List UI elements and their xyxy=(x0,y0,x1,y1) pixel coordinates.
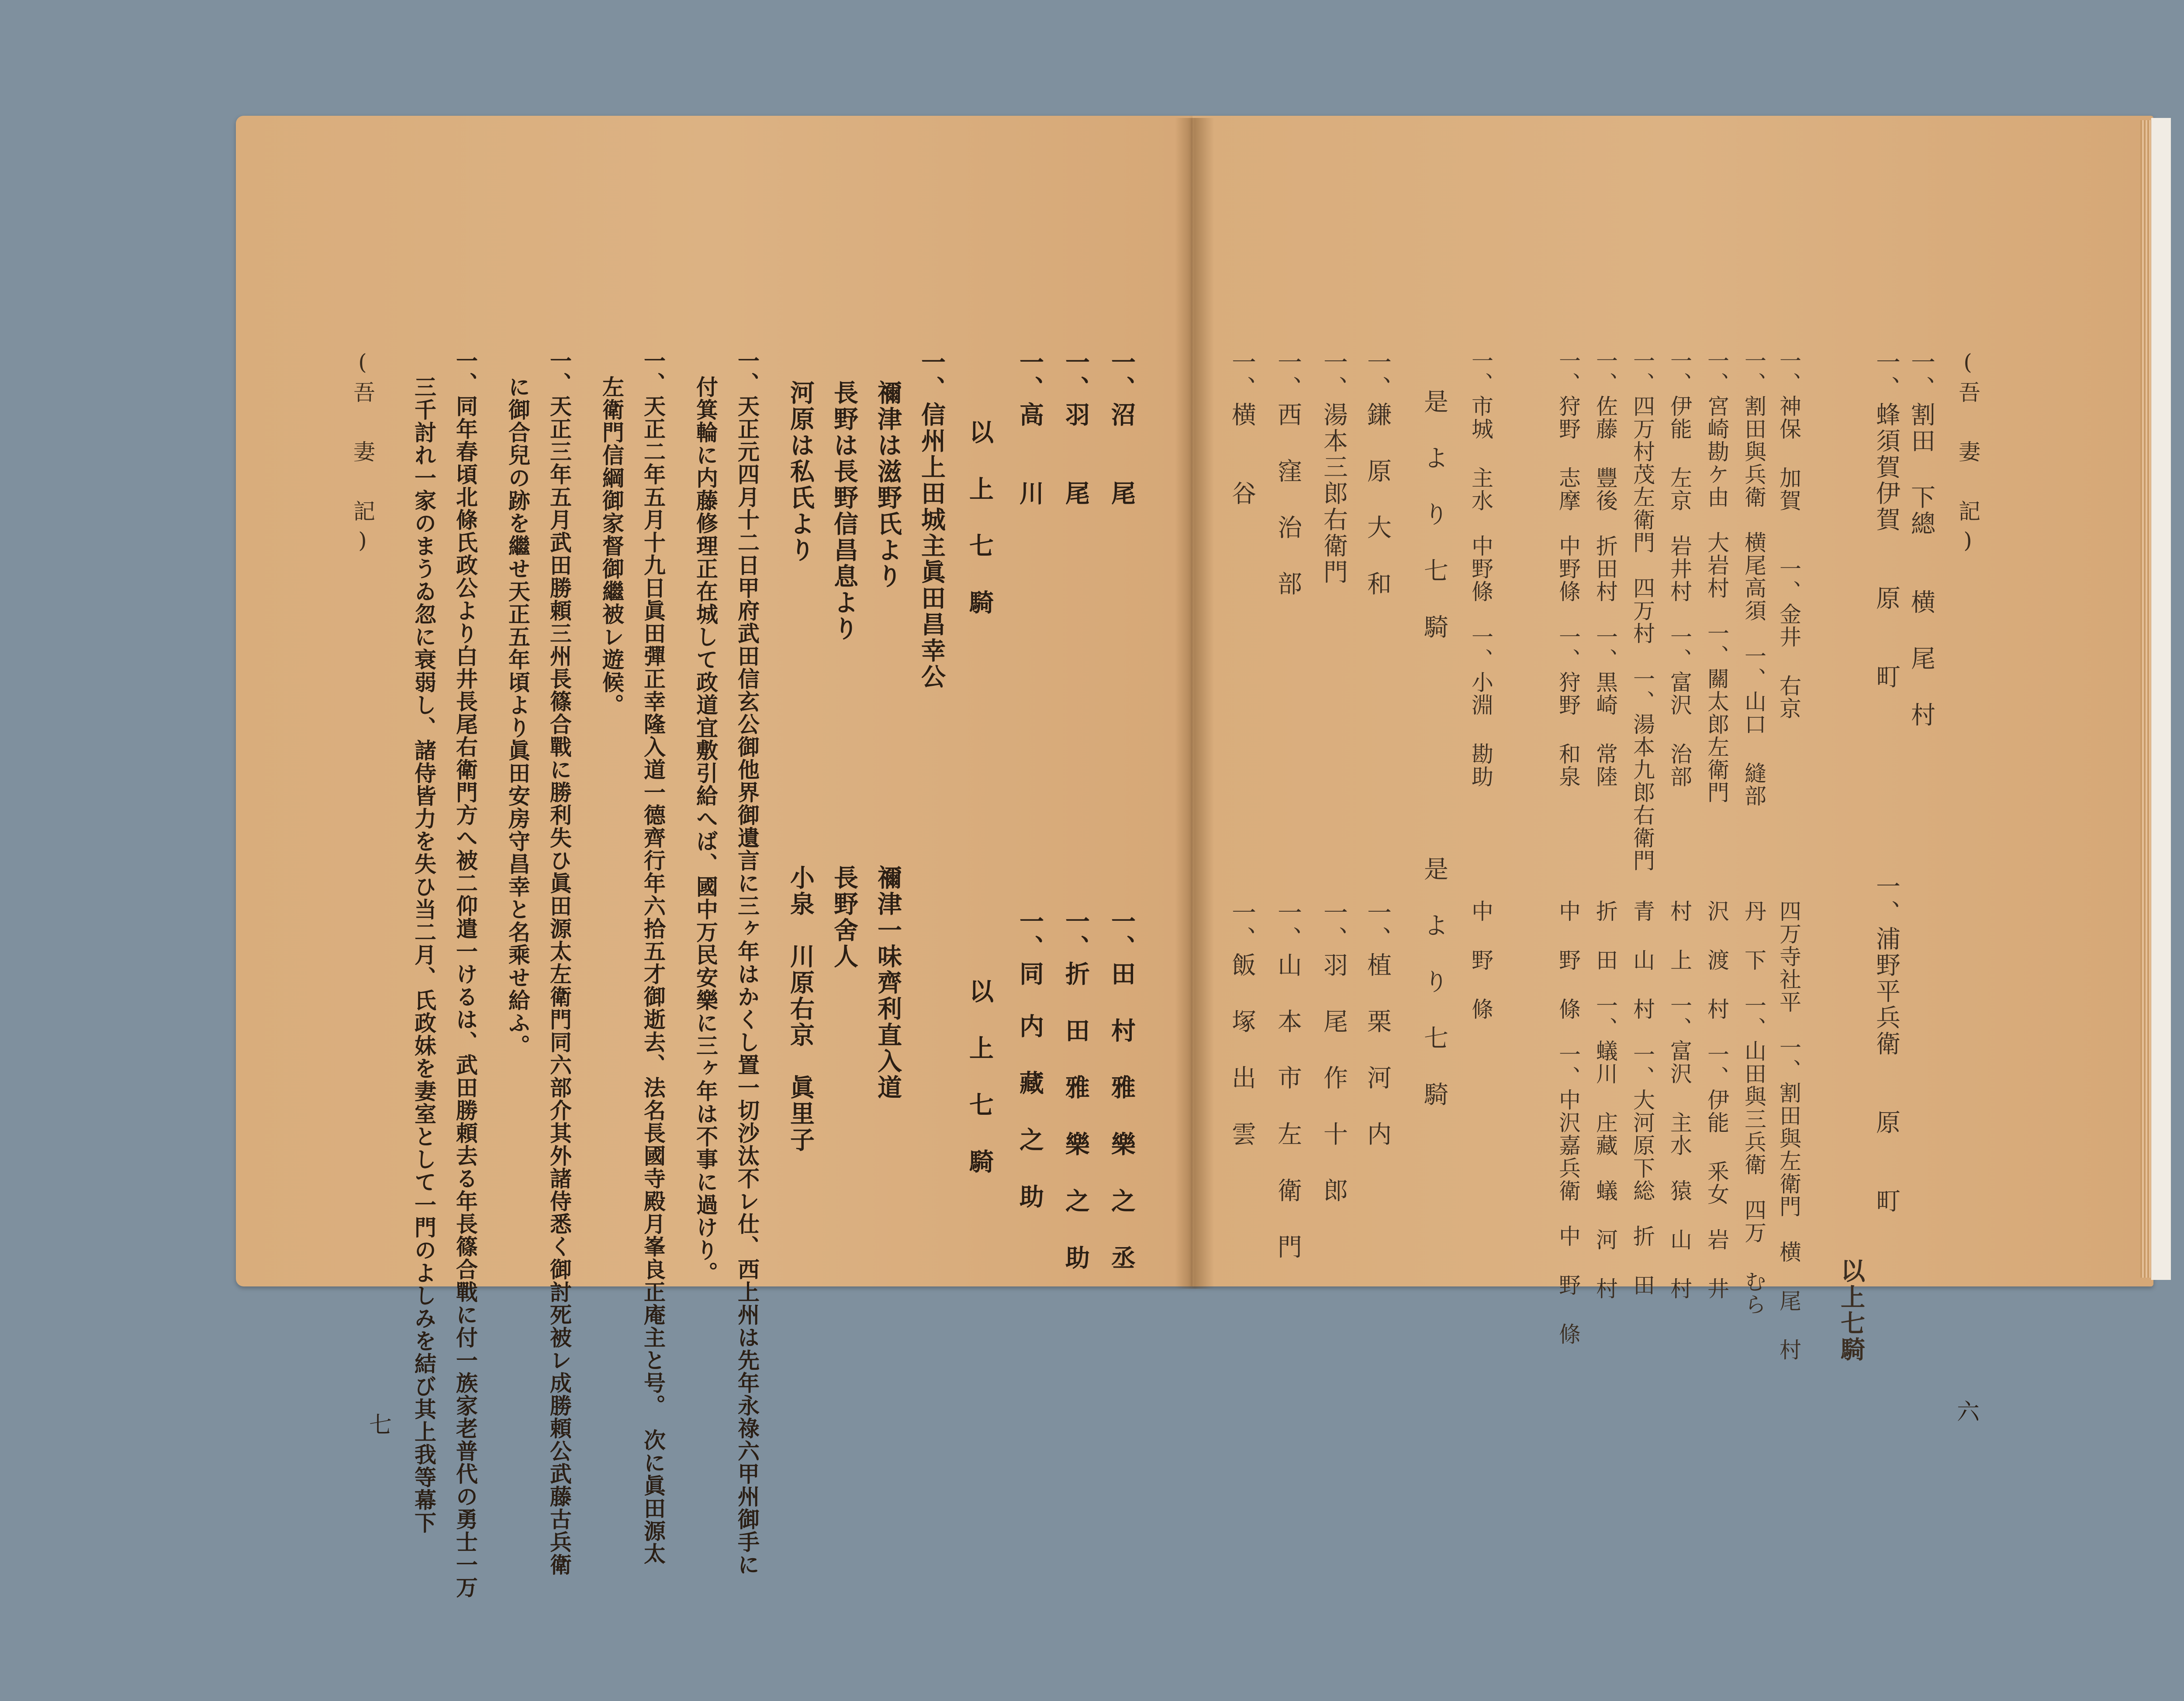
left-col-8-top: 河原は私氏より xyxy=(786,380,815,564)
right-col-6-bottom: 沢 渡 村 一、伊能 釆女 岩 井 xyxy=(1704,900,1729,1300)
back-cover-edge xyxy=(2151,118,2171,1280)
left-col-3-top: 一、高 川 xyxy=(1016,349,1044,507)
left-col-10: 付箕輪に内藤修理正在城して政道宜敷引給へば、國中万民安樂に三ヶ年は不事に過けり。 xyxy=(693,376,719,1284)
right-col-13-bottom: 一、植 栗 河 内 xyxy=(1363,900,1392,1148)
right-col-15-top: 一、西 窪 治 部 xyxy=(1274,349,1302,597)
left-col-4-top: 以 上 七 騎 xyxy=(965,419,994,616)
right-col-4-top: 一、神保 加賀 一、金井 右京 xyxy=(1776,349,1801,720)
left-col-3-bottom: 一、同 内 藏 之 助 xyxy=(1016,909,1044,1210)
left-col-1-top: 一、沼 尾 xyxy=(1107,349,1136,507)
right-col-6-top: 一、宮崎勘ケ由 大岩村 一、關太郎左衛門 xyxy=(1704,349,1729,804)
left-col-6-top: 禰津は滋野氏より xyxy=(874,380,902,590)
right-col-12-bottom: 是 よ り 七 騎 xyxy=(1420,856,1448,1108)
left-col-4-bottom: 以 上 七 騎 xyxy=(965,978,994,1175)
left-col-7-bottom: 長野舍人 xyxy=(830,865,859,970)
right-col-5-top: 一、割田與兵衛 横尾高須 一、山口 縫部 xyxy=(1741,349,1766,807)
right-col-8-top: 一、四万村茂左衛門 四万村 一、湯本九郎右衛門 xyxy=(1630,349,1655,872)
right-col-7-top: 一、伊能 左京 岩井村 一、富沢 治部 xyxy=(1667,349,1692,788)
right-page-header: (吾 妻 記) xyxy=(1955,349,1980,559)
right-col-9-bottom: 折 田 一、蟻川 庄藏 蟻 河 村 xyxy=(1593,900,1618,1300)
left-col-12: 左衛門信綱御家督御繼被レ遊候。 xyxy=(599,376,625,716)
right-page-number: 六 xyxy=(1957,1399,1980,1425)
left-col-15: 一、同年春頃北條氏政公より白井長尾右衛門方へ被二仰遣一けるは、武田勝頼去る年長篠合戰に付一族家老普代の勇士一万 xyxy=(453,349,478,1599)
left-col-2-top: 一、羽 尾 xyxy=(1061,349,1090,507)
page-edges xyxy=(2140,120,2153,1278)
left-col-13: 一、天正三年五月武田勝頼三州長篠合戰に勝利失ひ眞田源太左衛門同六部介其外諸侍悉く御討死被レ成勝頼公武藤古兵衛 xyxy=(546,349,572,1576)
right-col-1-top: 一、割田 下總 横 尾 村 xyxy=(1907,349,1935,728)
right-col-14-bottom: 一、羽 尾 作 十 郎 xyxy=(1320,900,1348,1204)
right-col-5-bottom: 丹 下 一、山田與三兵衛 四万 むら xyxy=(1741,900,1766,1316)
left-col-5-top: 一、信州上田城主眞田昌幸公 xyxy=(917,349,946,690)
right-col-13-top: 一、鎌 原 大 和 xyxy=(1363,349,1392,597)
left-page-number: 七 xyxy=(369,1412,392,1438)
right-col-2-top: 一、蜂須賀伊賀 原 町 xyxy=(1872,349,1901,690)
right-col-2-bottom: 一、浦野平兵衛 原 町 xyxy=(1872,874,1901,1214)
left-col-6-bottom: 禰津一味齊利直入道 xyxy=(874,865,902,1101)
right-col-10-top: 一、狩野 志摩 中野條 一、狩野 和泉 xyxy=(1555,349,1581,788)
left-col-16: 三千討れ一家のまうゐ忽に衰弱し、諸侍皆力を失ひ当二月、氏政妹を妻室として一門のよしみを結び其上我等幕下 xyxy=(411,376,437,1534)
right-col-8-bottom: 青 山 村 一、大河原下総 折 田 xyxy=(1630,900,1655,1296)
left-col-1-bottom: 一、田 村 雅 樂 之 丞 xyxy=(1107,909,1136,1271)
left-page-footer: (吾 妻 記) xyxy=(350,349,375,559)
right-col-10-bottom: 中 野 條 一、中沢嘉兵衛 中 野 條 xyxy=(1555,900,1581,1345)
left-col-14: に御合兒の跡を繼せ天正五年頃より眞田安房守昌幸と名乘せ給ふ。 xyxy=(505,376,531,1057)
right-col-11-bottom: 中 野 條 xyxy=(1468,900,1493,1020)
right-col-4-bottom: 四万寺社平 一、割田與左衛門 横 尾 村 xyxy=(1776,900,1801,1361)
right-col-7-bottom: 村 上 一、富沢 主水 猿 山 村 xyxy=(1667,900,1692,1300)
left-col-7-top: 長野は長野信昌息より xyxy=(830,380,859,642)
right-col-14-top: 一、湯本三郎右衛門 xyxy=(1320,349,1348,585)
right-col-15-bottom: 一、山 本 市 左 衛 門 xyxy=(1274,900,1302,1260)
right-col-12-top: 是 よ り 七 騎 xyxy=(1420,389,1448,640)
left-col-9: 一、天正元四月十二日甲府武田信玄公御他界御遺言に三ヶ年はかくし置一切沙汰不レ仕、西上州は先年永祿六甲州御手に xyxy=(734,349,760,1576)
right-col-16-bottom: 一、飯 塚 出 雲 xyxy=(1228,900,1256,1148)
left-col-2-bottom: 一、折 田 雅 樂 之 助 xyxy=(1061,909,1090,1271)
left-col-11: 一、天正二年五月十九日眞田彈正幸隆入道一德齊行年六拾五才御逝去、法名長國寺殿月峯良正庵主と号。 次に眞田源太 xyxy=(640,349,666,1565)
right-col-9-top: 一、佐藤 豐後 折田村 一、黒崎 常陸 xyxy=(1593,349,1618,788)
right-col-11-top: 一、市城 主水 中野條 一、小淵 勘助 xyxy=(1468,349,1493,788)
right-col-3-bottom: 以上七騎 xyxy=(1837,1258,1866,1363)
left-col-8-bottom: 小泉 川原右京 眞里子 xyxy=(786,865,815,1153)
right-col-16-top: 一、横 谷 xyxy=(1228,349,1256,507)
book-gutter xyxy=(1175,118,1214,1289)
